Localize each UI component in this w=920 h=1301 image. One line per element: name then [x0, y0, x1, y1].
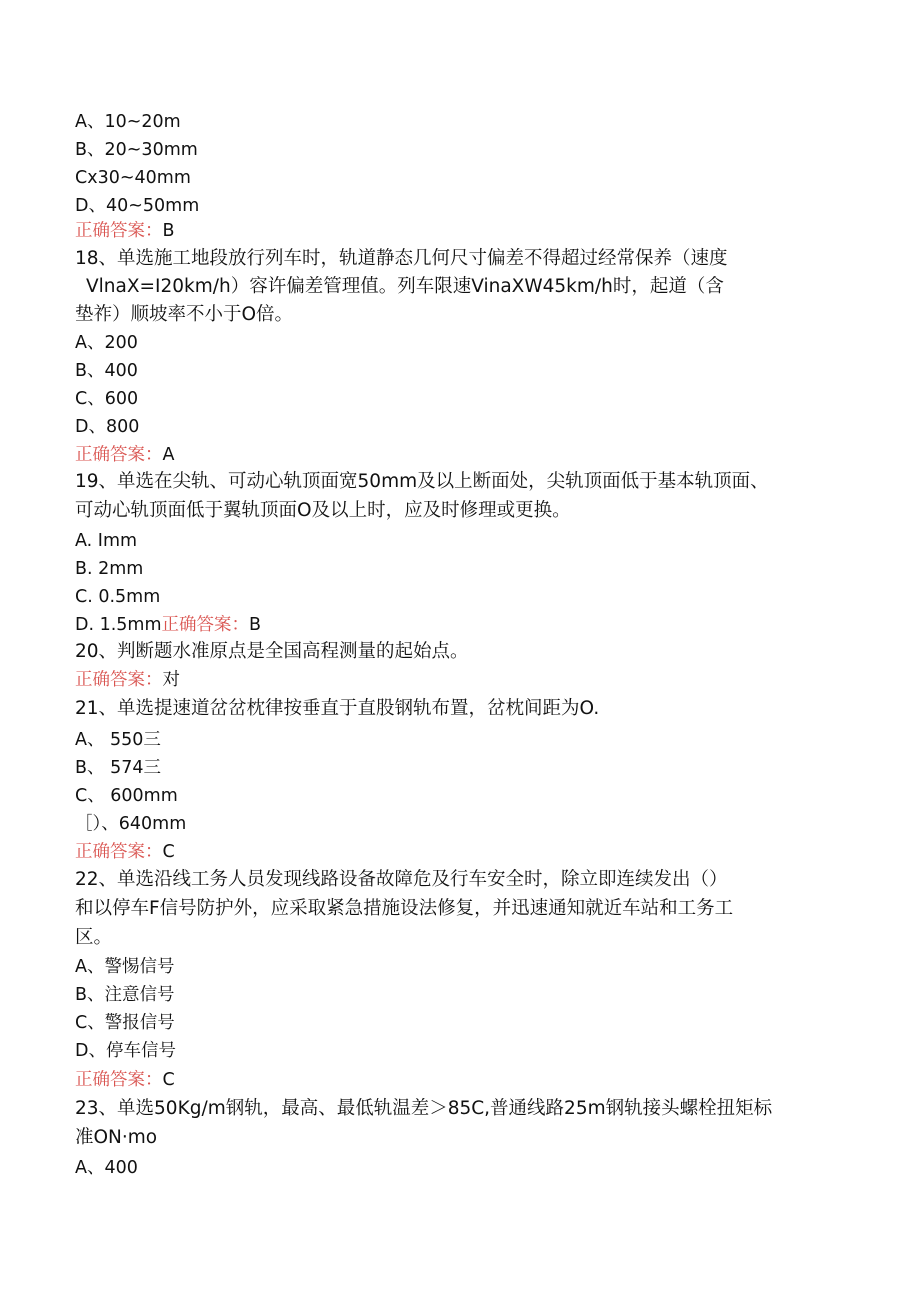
option-d: ［）、640mm	[75, 814, 187, 834]
option-b: B、400	[75, 361, 138, 381]
question-stem: 和以停车F信号防护外，应采取紧急措施设法修复，并迅速通知就近车站和工务工	[75, 898, 734, 919]
option-c: C、 600mm	[75, 786, 178, 806]
question-stem: 区。	[75, 927, 113, 948]
option-b: B. 2mm	[75, 559, 144, 579]
option-a: A. Imm	[75, 531, 138, 551]
answer-label: 正确答案：	[75, 670, 163, 690]
option-b: B、20~30mm	[75, 140, 198, 160]
question-stem: 22、单选沿线工务人员发现线路设备故障危及行车安全时，除立即连续发出（）	[75, 869, 728, 890]
question-stem: 准ON·mo	[75, 1127, 158, 1148]
question-stem: 20、判断题水准原点是全国高程测量的起始点。	[75, 641, 469, 662]
answer-value: 对	[162, 670, 180, 690]
option-a: A、10~20m	[75, 112, 181, 132]
option-d: D、800	[75, 417, 140, 437]
answer-label: 正确答案：	[75, 221, 163, 241]
option-a: A、200	[75, 333, 138, 353]
answer-line	[75, 219, 175, 243]
answer-line	[75, 668, 180, 692]
option-a: A、警惕信号	[75, 957, 175, 977]
option-c: C. 0.5mm	[75, 587, 161, 607]
option-d: D、40~50mm	[75, 196, 200, 216]
option-a: A、400	[75, 1158, 138, 1178]
question-stem: 21、单选提速道岔岔枕律按垂直于直股钢轨布置，岔枕间距为O.	[75, 698, 600, 719]
option-b: B、注意信号	[75, 985, 175, 1005]
option-d: D、停车信号	[75, 1041, 176, 1061]
answer-value: C	[162, 1070, 175, 1090]
option-a: A、 550三	[75, 730, 161, 750]
answer-line	[75, 443, 174, 467]
question-stem: 18、单选施工地段放行列车时，轨道静态几何尺寸偏差不得超过经常保养（速度	[75, 248, 728, 269]
option-c: C、600	[75, 389, 139, 409]
option-d-with-answer	[75, 613, 261, 637]
answer-line	[75, 1068, 175, 1092]
answer-line	[75, 840, 175, 864]
question-stem: 19、单选在尖轨、可动心轨顶面宽50mm及以上断面处，尖轨顶面低于基本轨顶面、	[75, 471, 769, 492]
question-stem: 23、单选50Kg/m钢轨，最高、最低轨温差＞85C,普通线路25m钢轨接头螺栓扭矩标	[75, 1098, 773, 1119]
question-stem: 垫祚）顺坡率不小于O倍。	[75, 304, 294, 325]
answer-value: A	[162, 445, 175, 465]
answer-value: B	[162, 221, 175, 241]
option-d: D. 1.5mm	[75, 615, 162, 635]
option-b: B、 574三	[75, 758, 161, 778]
answer-value: B	[249, 615, 262, 635]
question-stem: VlnaX=I20km/h）容许偏差管理值。列车限速VinaXW45km/h时，起道（含	[86, 276, 724, 297]
answer-label: 正确答案：	[161, 615, 250, 635]
answer-label: 正确答案：	[75, 842, 163, 862]
question-stem: 可动心轨顶面低于翼轨顶面O及以上时，应及时修理或更换。	[75, 500, 571, 521]
answer-label: 正确答案：	[75, 445, 163, 465]
option-c: Cx30~40mm	[75, 168, 191, 188]
answer-label: 正确答案：	[75, 1070, 163, 1090]
answer-value: C	[162, 842, 175, 862]
option-c: C、警报信号	[75, 1013, 175, 1033]
